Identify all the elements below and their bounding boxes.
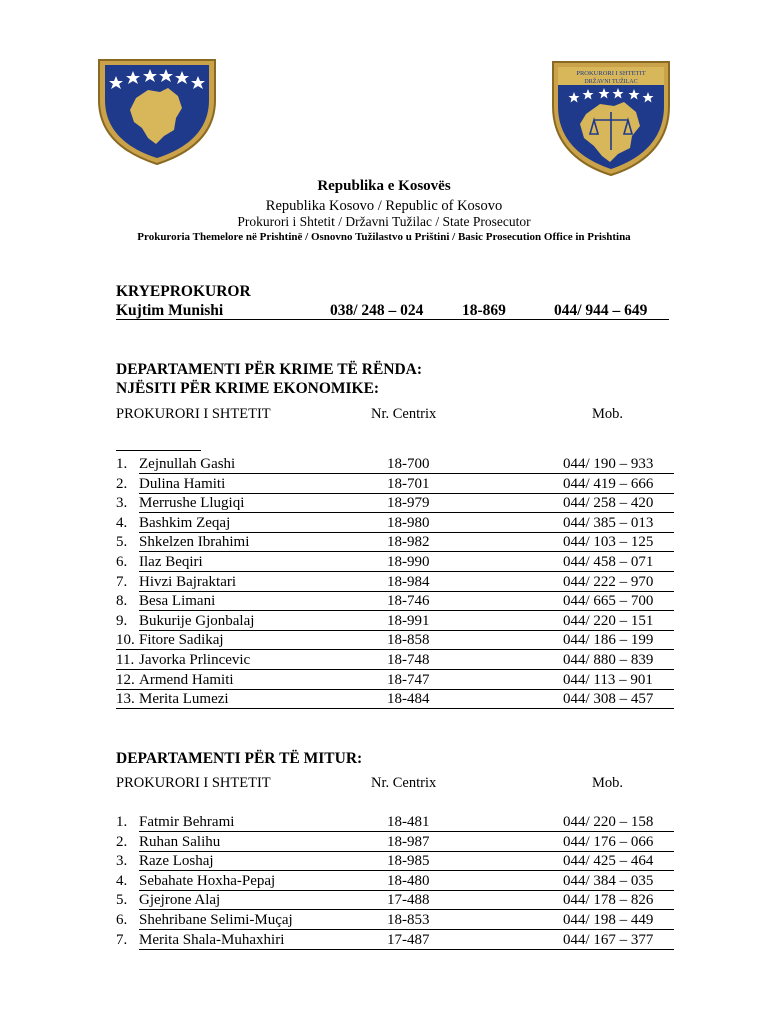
prosecutor-name: Dulina Hamiti [139, 475, 226, 492]
mobile-number: 044/ 458 – 071 [563, 554, 654, 570]
centrix-number: 18-990 [387, 554, 430, 570]
centrix-number: 18-987 [387, 833, 430, 850]
prosecutor-row [116, 593, 674, 613]
prosecutor-name: Fatmir Behrami [139, 814, 235, 830]
row-number: 13. [116, 691, 135, 708]
chief-prosecutor-name: Kujtim Munishi [116, 302, 224, 319]
chief-prosecutor-row [116, 302, 669, 320]
row-number: 6. [116, 912, 128, 928]
row-underline [139, 870, 674, 871]
chief-prosecutor-title: KRYEPROKUROR [116, 283, 251, 300]
row-underline [139, 610, 674, 611]
prosecutor-row [116, 456, 674, 476]
section2-col-mobile: Mob. [592, 775, 624, 791]
prosecutor-row [116, 691, 674, 711]
centrix-number: 18-701 [387, 475, 430, 492]
mobile-number: 044/ 222 – 970 [563, 573, 654, 590]
prosecutor-name: Armend Hamiti [139, 671, 234, 688]
centrix-number: 18-991 [387, 612, 430, 629]
centrix-number: 18-982 [387, 534, 430, 551]
mobile-number: 044/ 178 – 826 [563, 892, 654, 909]
chief-prosecutor-centrix: 18-869 [462, 302, 506, 319]
prosecutor-row [116, 574, 674, 594]
centrix-number: 18-979 [387, 495, 430, 512]
prosecutor-row [116, 534, 674, 554]
header-republic-subtitle: Republika Kosovo / Republic of Kosovo [265, 198, 503, 214]
centrix-number: 18-700 [387, 456, 430, 472]
header-basic-prosecution-office: Prokuroria Themelore në Prishtinë / Osnovno Tužilastvo u Prištini / Basic Prosecution Office in Prishtina [137, 231, 631, 243]
prosecutor-row [116, 476, 674, 496]
mobile-number: 044/ 186 – 199 [563, 632, 654, 649]
prosecutor-name: Hivzi Bajraktari [139, 573, 237, 590]
row-number: 4. [116, 872, 128, 889]
mobile-number: 044/ 258 – 420 [563, 495, 654, 512]
row-underline [116, 669, 674, 670]
prosecutor-name: Ilaz Beqiri [139, 554, 203, 570]
row-underline [139, 630, 674, 631]
prosecutor-name: Shkelzen Ibrahimi [139, 534, 250, 551]
centrix-number: 18-984 [387, 573, 430, 590]
centrix-number: 18-480 [387, 872, 430, 889]
row-number: 3. [116, 853, 128, 870]
section1-col-centrix: Nr. Centrix [371, 406, 437, 422]
row-underline [139, 532, 674, 533]
prosecutor-row [116, 632, 674, 652]
prosecutor-name: Besa Limani [139, 593, 216, 610]
row-underline [116, 708, 674, 709]
row-number: 11. [116, 652, 135, 668]
prosecutor-row [116, 495, 674, 515]
mobile-number: 044/ 220 – 158 [563, 814, 654, 830]
mobile-number: 044/ 167 – 377 [563, 931, 654, 948]
section2-col-centrix: Nr. Centrix [371, 775, 437, 791]
centrix-number: 18-481 [387, 814, 430, 830]
prosecutor-name: Bashkim Zeqaj [139, 514, 231, 531]
mobile-number: 044/ 113 – 901 [563, 671, 653, 688]
header-republic-title: Republika e Kosovës [317, 178, 451, 194]
row-underline [139, 512, 674, 513]
prosecutor-name: Zejnullah Gashi [139, 456, 236, 472]
row-number: 4. [116, 514, 128, 531]
mobile-number: 044/ 419 – 666 [563, 475, 654, 492]
centrix-number: 18-746 [387, 593, 430, 610]
prosecutor-row [116, 652, 674, 672]
row-number: 8. [116, 593, 128, 610]
prosecutor-name: Merita Shala-Muhaxhiri [139, 931, 285, 948]
prosecutor-name: Merita Lumezi [139, 691, 229, 708]
centrix-number: 18-985 [387, 853, 430, 870]
row-underline [139, 851, 674, 852]
section1-title: DEPARTAMENTI PËR KRIME TË RËNDA: [116, 361, 423, 378]
row-number: 9. [116, 612, 128, 629]
prosecutor-row [116, 672, 674, 692]
prosecutor-row [116, 932, 674, 952]
mobile-number: 044/ 384 – 035 [563, 872, 654, 889]
prosecutor-name: Shehribane Selimi-Muçaj [139, 912, 293, 928]
prosecutor-name: Raze Loshaj [139, 853, 214, 870]
mobile-number: 044/ 220 – 151 [563, 612, 654, 629]
prosecutor-row [116, 892, 674, 912]
section2-title: DEPARTAMENTI PËR TË MITUR: [116, 750, 363, 767]
chief-prosecutor-phone: 038/ 248 – 024 [330, 302, 424, 319]
row-number: 5. [116, 534, 128, 551]
row-number: 7. [116, 573, 128, 590]
centrix-number: 18-980 [387, 514, 430, 531]
row-number: 12. [116, 671, 135, 688]
row-underline [139, 493, 674, 494]
centrix-number: 18-748 [387, 652, 430, 668]
row-underline [139, 591, 674, 592]
row-number: 5. [116, 892, 128, 909]
prosecutor-name: Fitore Sadikaj [139, 632, 224, 649]
prosecutor-name: Merrushe Llugiqi [139, 495, 245, 512]
row-number: 3. [116, 495, 128, 512]
row-underline [116, 649, 674, 650]
centrix-number: 17-487 [387, 931, 430, 948]
mobile-number: 044/ 880 – 839 [563, 652, 654, 668]
row-underline [139, 831, 674, 832]
chief-prosecutor-mobile: 044/ 944 – 649 [554, 302, 648, 319]
prosecutor-row [116, 515, 674, 535]
row-number: 2. [116, 833, 128, 850]
row-number: 2. [116, 475, 128, 492]
row-underline [139, 909, 674, 910]
prosecutor-row [116, 834, 674, 854]
seal-text-line2: DRŽAVNI TUŽILAC [584, 79, 638, 85]
prosecutor-name: Ruhan Salihu [139, 833, 221, 850]
prosecutor-name: Sebahate Hoxha-Pepaj [139, 872, 276, 889]
mobile-number: 044/ 198 – 449 [563, 912, 654, 928]
header-state-prosecutor: Prokurori i Shtetit / Državni Tužilac / State Prosecutor [237, 214, 531, 229]
prosecutor-row [116, 853, 674, 873]
centrix-number: 18-484 [387, 691, 430, 708]
row-underline [116, 689, 674, 690]
centrix-number: 17-488 [387, 892, 430, 909]
mobile-number: 044/ 176 – 066 [563, 833, 654, 850]
section1-header-underline [116, 450, 201, 451]
row-number: 7. [116, 931, 128, 948]
prosecutor-name: Bukurije Gjonbalaj [139, 612, 255, 629]
prosecutor-row [116, 912, 674, 932]
row-underline [139, 890, 674, 891]
row-underline [139, 929, 674, 930]
prosecutor-row [116, 873, 674, 893]
mobile-number: 044/ 308 – 457 [563, 691, 654, 708]
mobile-number: 044/ 190 – 933 [563, 456, 654, 472]
row-underline [139, 551, 674, 552]
mobile-number: 044/ 103 – 125 [563, 534, 654, 551]
centrix-number: 18-747 [387, 671, 430, 688]
section1-col-name: PROKURORI I SHTETIT [116, 406, 271, 422]
kosovo-coat-of-arms-icon [96, 54, 218, 166]
row-number: 6. [116, 554, 128, 570]
row-underline [139, 949, 674, 950]
row-number: 1. [116, 456, 128, 472]
centrix-number: 18-858 [387, 632, 430, 649]
mobile-number: 044/ 665 – 700 [563, 593, 654, 610]
state-prosecutor-seal-icon [550, 58, 672, 178]
section1-col-mobile: Mob. [592, 406, 624, 422]
section2-col-name: PROKURORI I SHTETIT [116, 775, 271, 791]
prosecutor-row [116, 554, 674, 574]
seal-text-line1: PROKURORI I SHTETIT [576, 70, 646, 77]
mobile-number: 044/ 385 – 013 [563, 514, 654, 531]
row-number: 10. [116, 632, 135, 649]
row-number: 1. [116, 814, 128, 830]
prosecutor-name: Gjejrone Alaj [139, 892, 221, 909]
prosecutor-row [116, 613, 674, 633]
row-underline [139, 473, 674, 474]
centrix-number: 18-853 [387, 912, 430, 928]
row-underline [139, 571, 674, 572]
section1-subtitle: NJËSITI PËR KRIME EKONOMIKE: [116, 380, 380, 397]
prosecutor-row [116, 814, 674, 834]
prosecutor-name: Javorka Prlincevic [139, 652, 251, 668]
mobile-number: 044/ 425 – 464 [563, 853, 654, 870]
